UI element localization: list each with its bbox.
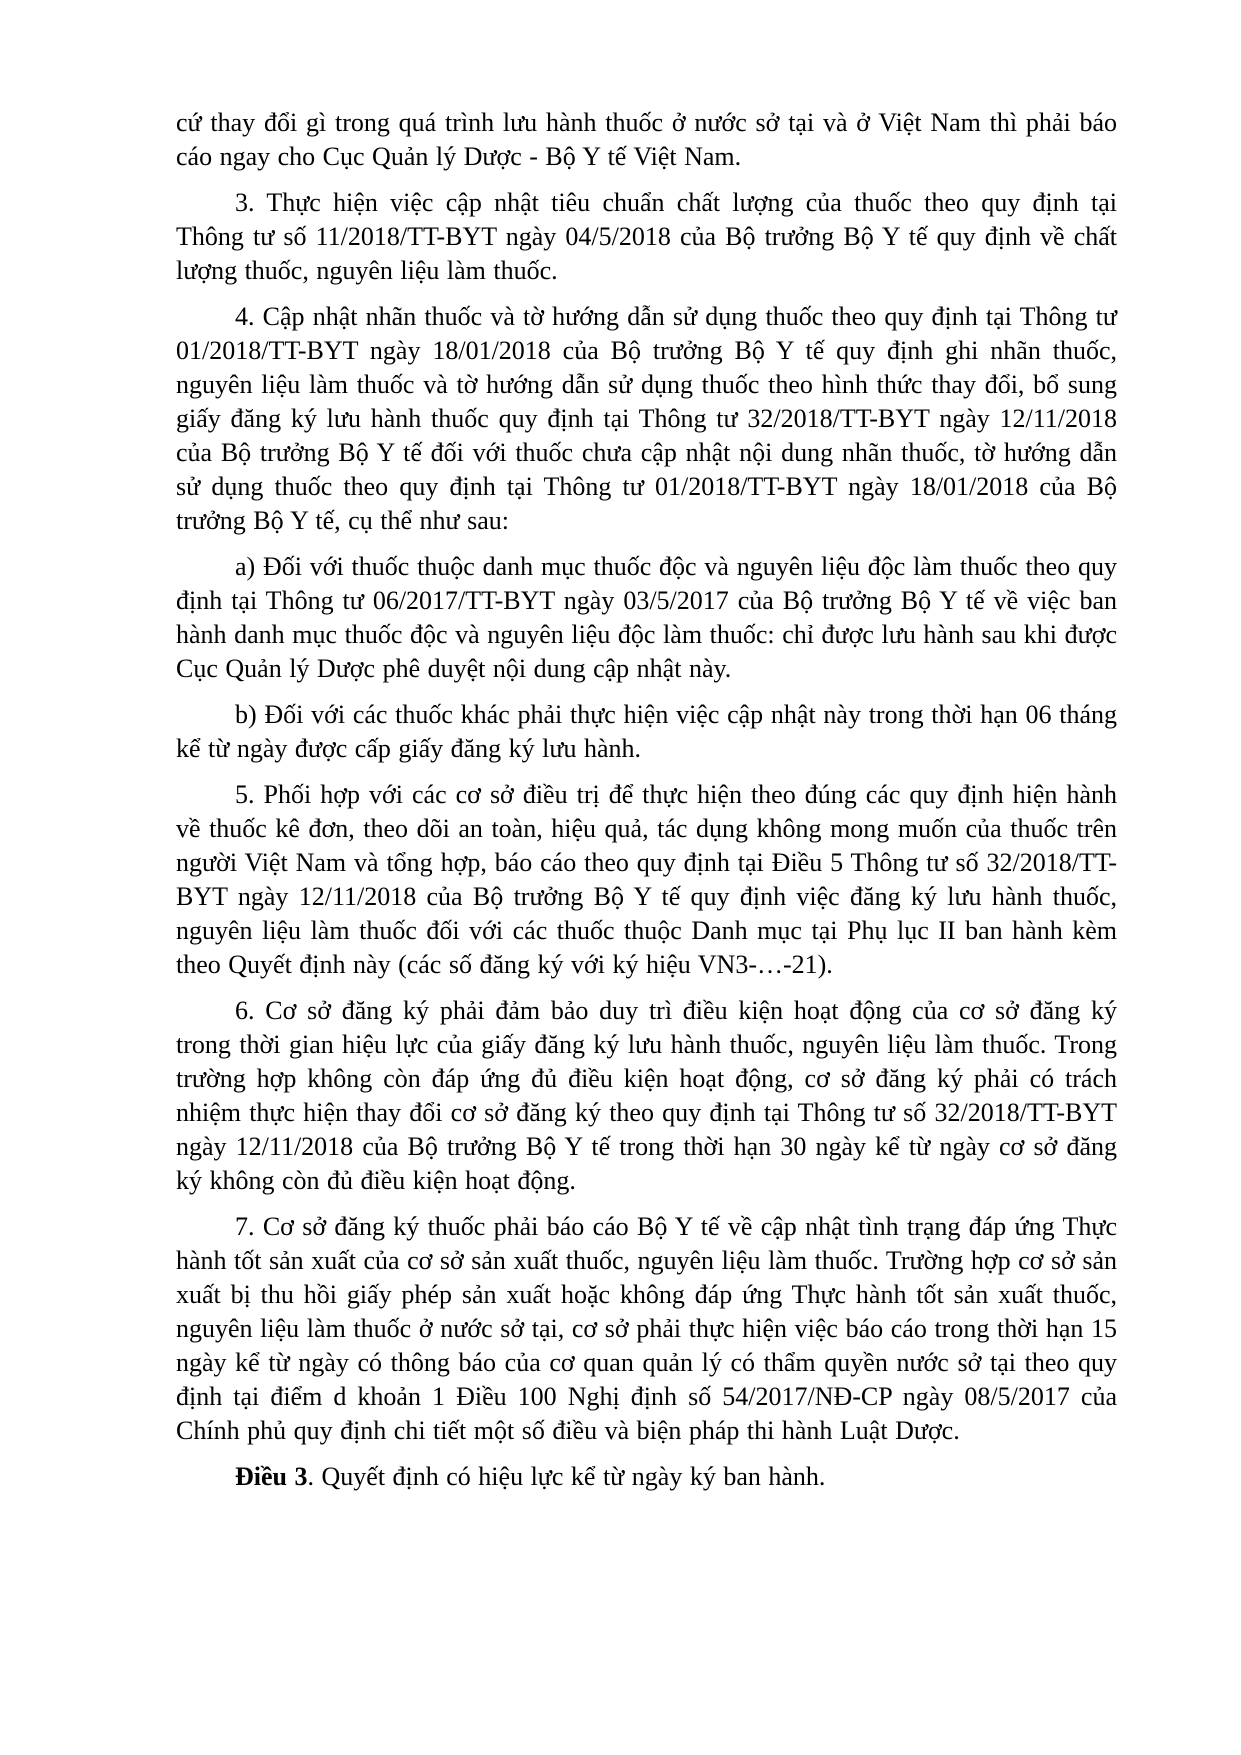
- paragraph-2: [176, 186, 1117, 288]
- paragraph-2-text-1: 3. Thực hiện việc cập nhật tiêu chuẩn chất lượng của thuốc theo quy định tại Thông tư số 11/2018/TT-BYT ngày 04/5/2018 của Bộ trưởng Bộ Y tế quy định về chất lượng thuốc, nguyên liệu làm thuốc.: [176, 188, 1117, 285]
- paragraph-4: [176, 550, 1117, 686]
- paragraph-5: [176, 698, 1117, 766]
- paragraph-8: [176, 1210, 1117, 1448]
- paragraph-7-text-1: 6. Cơ sở đăng ký phải đảm bảo duy trì điều kiện hoạt động của cơ sở đăng ký trong thời gian hiệu lực của giấy đăng ký lưu hành thuốc, nguyên liệu làm thuốc. Trong trường hợp không còn đáp ứng đủ điều kiện hoạt động, cơ sở đăng ký phải có trách nhiệm thực hiện thay đổi cơ sở đăng ký theo quy định tại Thông tư số 32/2018/TT-BYT ngày 12/11/2018 của Bộ trưởng Bộ Y tế trong thời hạn 30 ngày kể từ ngày cơ sở đăng ký không còn đủ điều kiện hoạt động.: [176, 996, 1117, 1195]
- paragraph-1-text-1: cứ thay đổi gì trong quá trình lưu hành thuốc ở nước sở tại và ở Việt Nam thì phải báo cáo ngay cho Cục Quản lý Dược - Bộ Y tế Việt Nam.: [176, 108, 1117, 171]
- paragraph-7: [176, 994, 1117, 1198]
- paragraph-3-text-1: 4. Cập nhật nhãn thuốc và tờ hướng dẫn sử dụng thuốc theo quy định tại Thông tư 01/2018/TT-BYT ngày 18/01/2018 của Bộ trưởng Bộ Y tế quy định ghi nhãn thuốc, nguyên liệu làm thuốc và tờ hướng dẫn sử dụng thuốc theo hình thức thay đổi, bổ sung giấy đăng ký lưu hành thuốc quy định tại Thông tư 32/2018/TT-BYT ngày 12/11/2018 của Bộ trưởng Bộ Y tế đối với thuốc chưa cập nhật nội dung nhãn thuốc, tờ hướng dẫn sử dụng thuốc theo quy định tại Thông tư 01/2018/TT-BYT ngày 18/01/2018 của Bộ trưởng Bộ Y tế, cụ thể như sau:: [176, 302, 1117, 535]
- paragraph-1: [176, 106, 1117, 174]
- paragraph-9-text-2: . Quyết định có hiệu lực kể từ ngày ký ban hành.: [307, 1462, 826, 1491]
- paragraph-4-text-1: a) Đối với thuốc thuộc danh mục thuốc độc và nguyên liệu độc làm thuốc theo quy định tại Thông tư 06/2017/TT-BYT ngày 03/5/2017 của Bộ trưởng Bộ Y tế về việc ban hành danh mục thuốc độc và nguyên liệu độc làm thuốc: chỉ được lưu hành sau khi được Cục Quản lý Dược phê duyệt nội dung cập nhật này.: [176, 552, 1117, 683]
- paragraph-9-text-1: Điều 3: [235, 1462, 308, 1491]
- paragraph-9: [176, 1460, 1117, 1494]
- paragraph-3: [176, 300, 1117, 538]
- paragraph-5-text-1: b) Đối với các thuốc khác phải thực hiện việc cập nhật này trong thời hạn 06 tháng kể từ ngày được cấp giấy đăng ký lưu hành.: [176, 700, 1117, 763]
- paragraph-6: [176, 778, 1117, 982]
- paragraph-6-text-1: 5. Phối hợp với các cơ sở điều trị để thực hiện theo đúng các quy định hiện hành về thuốc kê đơn, theo dõi an toàn, hiệu quả, tác dụng không mong muốn của thuốc trên người Việt Nam và tổng hợp, báo cáo theo quy định tại Điều 5 Thông tư số 32/2018/TT-BYT ngày 12/11/2018 của Bộ trưởng Bộ Y tế quy định việc đăng ký lưu hành thuốc, nguyên liệu làm thuốc đối với các thuốc thuộc Danh mục tại Phụ lục II ban hành kèm theo Quyết định này (các số đăng ký với ký hiệu VN3-…-21).: [176, 780, 1117, 979]
- paragraph-8-text-1: 7. Cơ sở đăng ký thuốc phải báo cáo Bộ Y tế về cập nhật tình trạng đáp ứng Thực hành tốt sản xuất của cơ sở sản xuất thuốc, nguyên liệu làm thuốc. Trường hợp cơ sở sản xuất bị thu hồi giấy phép sản xuất hoặc không đáp ứng Thực hành tốt sản xuất thuốc, nguyên liệu làm thuốc ở nước sở tại, cơ sở phải thực hiện việc báo cáo trong thời hạn 15 ngày kể từ ngày có thông báo của cơ quan quản lý có thẩm quyền nước sở tại theo quy định tại điểm d khoản 1 Điều 100 Nghị định số 54/2017/NĐ-CP ngày 08/5/2017 của Chính phủ quy định chi tiết một số điều và biện pháp thi hành Luật Dược.: [176, 1212, 1117, 1445]
- document-body: [176, 106, 1117, 1494]
